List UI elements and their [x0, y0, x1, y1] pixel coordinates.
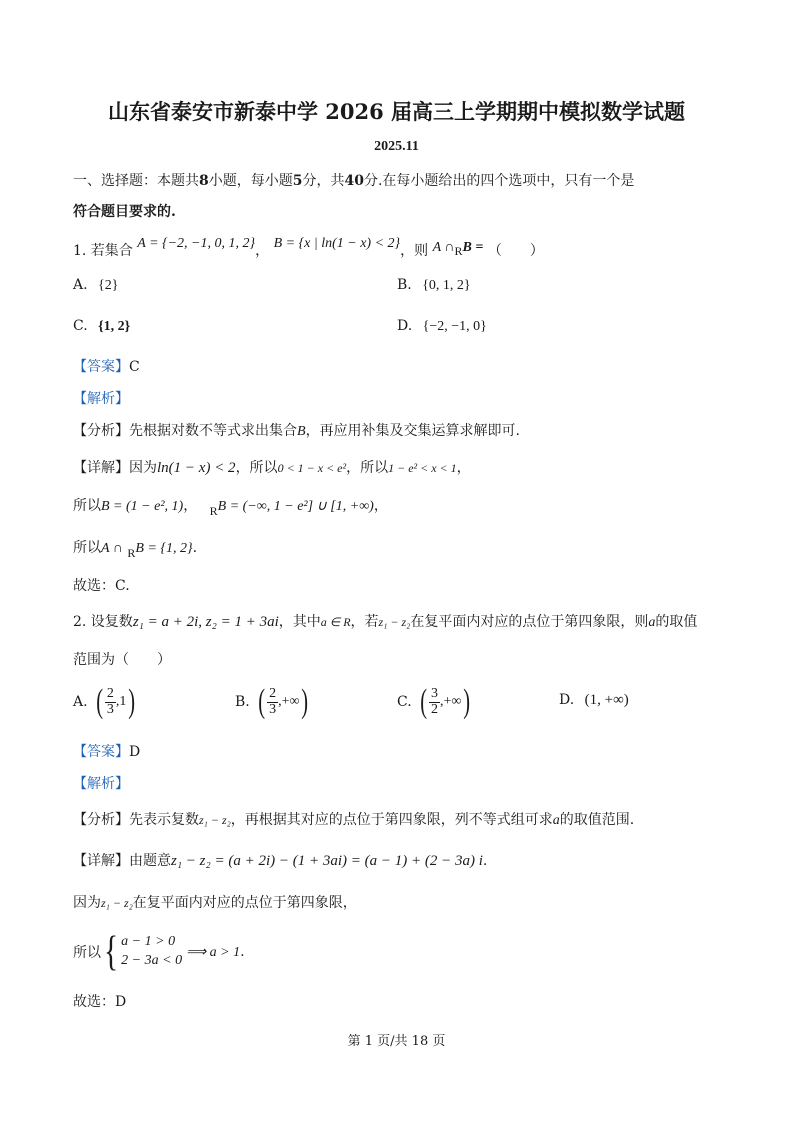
section-total: 40 [344, 173, 364, 189]
q2-option-a: A. ( $\frac{2}{3}$ ,1 ) [73, 683, 136, 720]
section-lead: 一、选择题：本题共 [73, 173, 199, 189]
line2-end: ， [373, 498, 388, 514]
q2-option-c: C. ( $\frac{3}{2}$ ,+∞ ) [397, 683, 471, 720]
section-line2: 符合题目要求的. [73, 204, 176, 220]
line2-b: B = (1 − e², 1) [101, 499, 184, 514]
implies-end: . [240, 944, 245, 960]
detail-p2: ，所以 [235, 460, 278, 476]
line2-r: R [209, 504, 218, 518]
q2-mid1: ，其中 [278, 614, 321, 630]
q2-system: 所以 { a − 1 > 0 2 − 3a < 0 ⟹ a > 1 . [73, 929, 245, 975]
section-mid1: 小题，每小题 [208, 173, 293, 189]
q2-number: 2. 设复数 [73, 614, 133, 630]
q2-line2: 范围为（ ） [73, 652, 171, 668]
q2-fenxi [73, 809, 634, 829]
option-letter: A. [73, 694, 88, 710]
q1-expr-b: B = [462, 240, 484, 255]
choose-value: D [115, 994, 127, 1010]
because-text: 在复平面内对应的点位于第四象限， [132, 895, 357, 911]
q2-z-expr: z₁ = a + 2i, z₂ = 1 + 3ai [132, 614, 279, 630]
q1-fenxi [73, 420, 520, 440]
answer-value: D [129, 744, 141, 760]
line2-cb: B = (−∞, 1 − e²] ∪ [1, +∞) [217, 499, 374, 514]
detail-end: . [482, 853, 488, 869]
option-letter: A. [73, 277, 88, 293]
fenxi-text2: ，再应用补集及交集运算求解即可. [305, 423, 521, 439]
q1-number: 1. 若集合 [73, 243, 133, 259]
answer-label: 【答案】 [73, 359, 129, 375]
q1-detail-line3 [73, 537, 198, 560]
fenxi-diff: z₁ − z₂ [199, 813, 231, 827]
line3-lead: 所以 [73, 540, 101, 556]
choose-label: 故选： [73, 994, 115, 1010]
option-letter: D. [559, 692, 575, 708]
detail-ineq: ln(1 − x) < 2 [157, 460, 236, 476]
because-lead: 因为 [73, 895, 101, 911]
page-title: 山东省泰安市新泰中学 2026 届高三上学期期中模拟数学试题 [107, 99, 686, 124]
q1-set-b: B = {x | ln(1 − x) < 2} [273, 236, 401, 251]
option-letter: C. [73, 318, 88, 334]
option-letter: B. [397, 277, 412, 293]
choose-value: C. [115, 578, 130, 594]
q2-stem [73, 611, 697, 631]
q2-diff: z₁ − z₂ [378, 615, 411, 629]
fenxi-text1: 先表示复数 [129, 812, 199, 828]
sys-line2: 2 − 3a < 0 [121, 953, 183, 968]
line3-b: B = {1, 2} [135, 541, 193, 556]
q1-expr-r: R [454, 244, 463, 258]
q2-mid4: 的取值 [655, 614, 698, 630]
fenxi-a: a [552, 813, 560, 828]
fenxi-text3: 的取值范围. [559, 812, 635, 828]
q2-option-b: B. ( $\frac{2}{3}$ ,+∞ ) [235, 683, 309, 720]
q2-mid2: ，若 [350, 614, 379, 630]
q1-detail-line1 [73, 457, 471, 477]
line3-end: . [192, 540, 198, 556]
option-tail: ,+∞ [278, 694, 300, 709]
detail-p3: ，所以 [346, 460, 389, 476]
fenxi-label: 【分析】 [73, 812, 129, 828]
q2-a: a [648, 615, 656, 630]
fenxi-text2: ，再根据其对应的点位于第四象限，列不等式组可求 [230, 812, 553, 828]
fenxi-label: 【分析】 [73, 423, 129, 439]
q1-option-b [397, 277, 471, 294]
q2-because [73, 892, 357, 912]
detail-ineq2: 0 < 1 − x < e² [277, 461, 347, 475]
answer-label: 【答案】 [73, 744, 129, 760]
q1-option-a [73, 277, 118, 294]
detail-ineq3: 1 − e² < x < 1 [388, 461, 457, 475]
inequality-system [121, 933, 182, 971]
q2-a-in-r: a ∈ R [320, 615, 351, 629]
option-tail: ,1 [115, 694, 127, 709]
detail-label: 【详解】 [73, 853, 129, 869]
q2-analysis-label: 【解析】 [73, 776, 129, 792]
option-letter: C. [397, 694, 412, 710]
q1-then: ，则 [400, 243, 429, 259]
detail-p4: ， [456, 460, 471, 476]
because-diff: z₁ − z₂ [101, 896, 133, 910]
section-mid3: 分.在每小题给出的四个选项中，只有一个是 [363, 173, 635, 189]
fenxi-text1: 先根据对数不等式求出集合 [129, 423, 297, 439]
section-n-questions: 8 [199, 173, 209, 189]
q1-option-d [397, 318, 487, 335]
section-score-each: 5 [292, 173, 303, 189]
q1-answer [73, 356, 140, 376]
exam-date: 2025.11 [374, 139, 419, 154]
option-value: {2} [98, 278, 119, 293]
q1-blank: （ ） [487, 243, 544, 259]
fraction: $\frac{3}{2}$ [431, 685, 438, 717]
line2-sep: ， [183, 498, 198, 514]
q2-mid3: 在复平面内对应的点位于第四象限，则 [410, 614, 649, 630]
answer-value: C [129, 359, 140, 375]
fraction: $\frac{2}{3}$ [269, 685, 277, 717]
sys-line1: a − 1 > 0 [121, 934, 176, 950]
detail-lead: 由题意 [129, 853, 171, 869]
q2-option-d [559, 692, 629, 709]
so-lead: 所以 [73, 945, 101, 961]
choose-label: 故选： [73, 578, 115, 594]
q1-set-a: A = {−2, −1, 0, 1, 2} [137, 236, 256, 251]
q1-option-c [73, 318, 130, 335]
q2-choose [73, 991, 126, 1011]
page-footer: 第 1 页/共 18 页 [347, 1034, 446, 1049]
q1-analysis-label: 【解析】 [73, 391, 129, 407]
q1-choose [73, 575, 130, 595]
q1-comma: ， [255, 243, 270, 259]
detail-label: 【详解】 [73, 460, 129, 476]
q1-expr-a: A ∩ [432, 240, 455, 255]
fraction: $\frac{2}{3}$ [106, 685, 114, 717]
option-value: {0, 1, 2} [422, 278, 471, 293]
line3-a: A ∩ [101, 541, 123, 556]
q1-stem [73, 236, 544, 260]
implies: ⟹ a > 1 [186, 944, 241, 960]
q2-detail [73, 850, 487, 870]
fenxi-b: B [297, 424, 306, 439]
section-heading [73, 170, 634, 190]
option-tail: ,+∞ [440, 694, 462, 709]
option-letter: B. [235, 694, 250, 710]
option-letter: D. [397, 318, 413, 334]
detail-p1: 因为 [129, 460, 157, 476]
option-value: {−2, −1, 0} [422, 319, 487, 334]
line3-r: R [127, 546, 136, 560]
line2-lead: 所以 [73, 498, 101, 514]
section-mid2: 分，共 [302, 173, 345, 189]
q1-detail-line2 [73, 495, 388, 518]
option-value: {1, 2} [98, 319, 131, 334]
q2-answer [73, 741, 140, 761]
detail-expr: z₁ − z₂ = (a + 2i) − (1 + 3ai) = (a − 1) + (2 − 3a) i [171, 853, 483, 869]
option-value: (1, +∞) [584, 692, 629, 708]
